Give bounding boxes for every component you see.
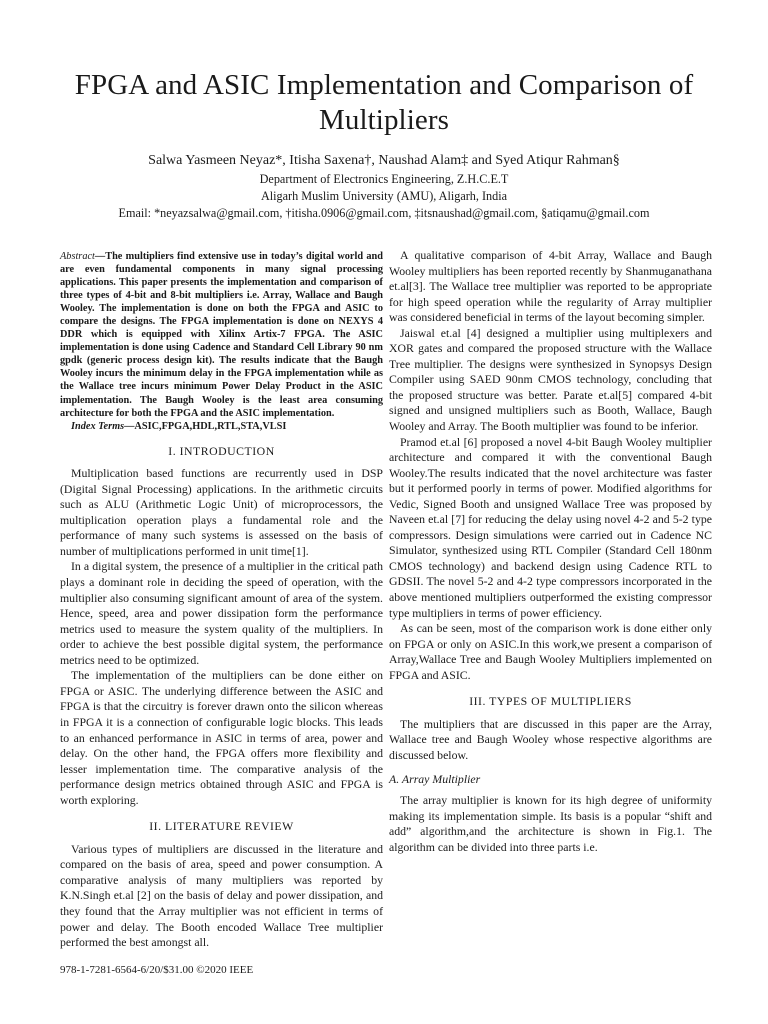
author-emails: Email: *neyazsalwa@gmail.com, †itisha.0906@gmail.com, ‡itsnaushad@gmail.com, §atiqamu@gmail.com <box>118 206 650 220</box>
abstract <box>60 250 383 420</box>
paragraph: Various types of multipliers are discussed in the literature and compared on the basis of area, speed and power consumption. A comparative analysis of many multipliers was reported by K.N.Singh et.al [2] on the basis of delay and power dissipation, and they found that the Array multiplier was not efficient in terms of power and delay. The Booth encoded Wallace Tree multiplier performed the best amongst all. <box>60 841 383 950</box>
section-heading-types-of-multipliers: III. TYPES OF MULTIPLIERS <box>469 694 632 709</box>
index-terms-text: —ASIC,FPGA,HDL,RTL,STA,VLSI <box>124 420 287 432</box>
right-column <box>389 248 712 855</box>
affiliation-department: Department of Electronics Engineering, Z.H.C.E.T <box>259 172 509 186</box>
affiliation-university: Aligarh Muslim University (AMU), Aligarh, India <box>260 189 508 203</box>
paragraph: In a digital system, the presence of a multiplier in the critical path plays a dominant role in deciding the speed of operation, with the multiplier also consuming significant amount of area of the system. Hence, speed, area and power dissipation form the performance metrics used to measure the system quality of the multipliers. In order to achieve the best possible digital system, the performance metrics need to be optimized. <box>60 559 383 667</box>
index-terms <box>60 420 383 433</box>
paper-title: FPGA and ASIC Implementation and Comparison of Multipliers <box>74 69 694 136</box>
paragraph: The multipliers that are discussed in this paper are the Array, Wallace tree and Baugh Wooley whose respective algorithms are discussed below. <box>389 716 712 762</box>
paragraph: Pramod et.al [6] proposed a novel 4-bit Baugh Wooley multiplier architecture and compared it with the conventional Baugh Wooley.The results indicated that the novel architecture was faster but it performed poorly in terms of power. Modified algorithms for Vedic, Signed Booth and unsigned Wallace Tree was proposed by Naveen et.al [7] for reducing the delay using novel 4-2 and 5-2 type compressors. Design simulations were carried out in Cadence NC Simulator, synthesized using RTL Compiler (Standard Cell 180nm CMOS technology) and backend design using Cadence RTL to GDSII. The novel 5-2 and 4-2 type compressors incorporated in the above mentioned multipliers outperformed the existing compressor type multipliers in terms of power efficiency. <box>389 434 712 620</box>
section-heading-literature-review: II. LITERATURE REVIEW <box>149 819 294 834</box>
section-heading-introduction: I. INTRODUCTION <box>168 443 275 458</box>
paragraph: As can be seen, most of the comparison work is done either only on FPGA or only on ASIC.In this work,we present a comparison of Array,Wallace Tree and Baugh Wooley Multipliers implemented on FPGA and ASIC. <box>389 621 712 682</box>
author-list: Salwa Yasmeen Neyaz*, Itisha Saxena†, Naushad Alam‡ and Syed Atiqur Rahman§ <box>148 153 620 168</box>
paragraph: The implementation of the multipliers can be done either on FPGA or ASIC. The underlying difference between the ASIC and FPGA is that the circuitry is forever drawn onto the silicon whereas in FPGA it is a connection of configurable logic blocks. This leads to an enhanced performance in ASIC in terms of area, power and delay. On the other hand, the FPGA offers more flexibility and lesser implementation time. The comparative analysis of the performance design metrics obtained through ASIC and FPGA is worth exploring. <box>60 668 383 807</box>
copyright-footer: 978-1-7281-6564-6/20/$31.00 ©2020 IEEE <box>60 964 254 976</box>
paragraph: The array multiplier is known for its high degree of uniformity making its implementation simple. Its basis is a popular “shift and add” algorithm,and the architecture is shown in Fig.1. The algorithm can be divided into three parts i.e. <box>389 793 712 854</box>
paragraph: Multiplication based functions are recurrently used in DSP (Digital Signal Processing) applications. In the arithmetic circuits such as ALU (Arithmetic Logic Unit) of microprocessors, the multiplication operation plays a fundamental role and the performance of many such systems is assessed on the basis of number of multiplications performed in unit time[1]. <box>60 466 383 558</box>
paragraph: A qualitative comparison of 4-bit Array, Wallace and Baugh Wooley multipliers has been reported recently by Shanmuganathana et.al[3]. The Wallace tree multiplier was reported to be appropriate for high speed operation while the regularity of Array multiplier was considered beneficial in terms of the layout becoming simpler. <box>389 248 712 325</box>
left-column <box>60 250 383 951</box>
subsection-heading-array-multiplier: A. Array Multiplier <box>389 771 481 786</box>
paragraph: Jaiswal et.al [4] designed a multiplier using multiplexers and XOR gates and compared the proposed structure with the Wallace Tree multiplier. The designs were synthesized in Synopsys Design Compiler using SAED 90nm CMOS technology, concluding that the proposed structure was better. Parate et.al[5] compared 4-bit signed and unsigned multipliers such as Booth, Wallace, Baugh Wooley and Array. The Booth multiplier was found to be inferior. <box>389 325 712 434</box>
abstract-label: Abstract <box>60 251 95 262</box>
abstract-text: —The multipliers find extensive use in today’s digital world and are even fundamental components in many signal processing applications. This paper presents the implementation and comparison of three types of 4-bit and 8-bit multipliers i.e. Array, Wallace and Baugh Wooley. The implementation is done on both the FPGA and ASIC to compare the designs. The FPGA implementation is done on NEXYS 4 DDR which is equipped with Xilinx Artix-7 FPGA. The ASIC implementation is done using Cadence and Standard Cell Library 90 nm gpdk (generic process design kit). The results indicate that the Baugh Wooley incurs the minimum delay in the FPGA implementation while as the Wallace tree incurs minimum Power Delay Product in the ASIC implementation. The Baugh Wooley is the least area consuming architecture for both the FPGA and the ASIC implementation. <box>60 251 383 419</box>
index-terms-label: Index Terms <box>71 420 125 432</box>
